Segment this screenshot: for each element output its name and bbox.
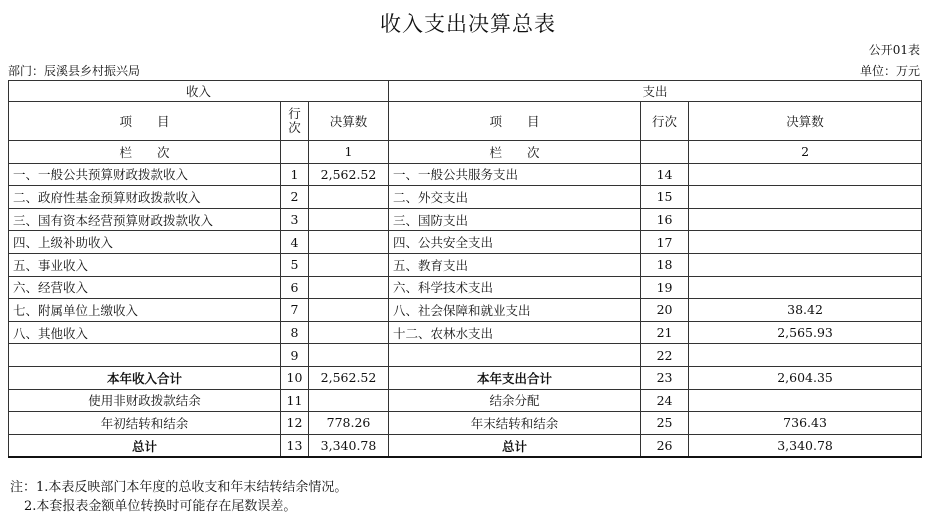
income-item-header: 项 目 <box>9 102 281 141</box>
income-line-cell: 5 <box>281 253 309 276</box>
income-amount-cell: 2,562.52 <box>309 366 389 389</box>
table-row <box>9 276 922 299</box>
income-item-cell: 年初结转和结余 <box>9 412 281 435</box>
table-row <box>9 344 922 367</box>
income-item-cell: 三、国有资本经营预算财政拨款收入 <box>9 208 281 231</box>
expense-line-cell: 22 <box>641 344 689 367</box>
expense-amount-cell <box>689 344 922 367</box>
expense-line-cell: 17 <box>641 231 689 254</box>
income-line-cell: 10 <box>281 366 309 389</box>
table-row <box>9 163 922 186</box>
income-line-cell: 4 <box>281 231 309 254</box>
income-line-header: 行次 <box>281 102 309 141</box>
income-lane-number: 1 <box>309 141 389 164</box>
income-item-cell: 二、政府性基金预算财政拨款收入 <box>9 186 281 209</box>
expense-item-header: 项 目 <box>389 102 641 141</box>
expense-item-cell: 三、国防支出 <box>389 208 641 231</box>
income-section-header: 收入 <box>9 81 389 102</box>
expense-item-cell: 五、教育支出 <box>389 253 641 276</box>
income-amount-cell <box>309 276 389 299</box>
expense-amount-header: 决算数 <box>689 102 922 141</box>
income-item-cell: 五、事业收入 <box>9 253 281 276</box>
income-item-cell: 四、上级补助收入 <box>9 231 281 254</box>
income-amount-header: 决算数 <box>309 102 389 141</box>
expense-amount-cell <box>689 186 922 209</box>
expense-item-cell: 六、科学技术支出 <box>389 276 641 299</box>
expense-amount-cell <box>689 163 922 186</box>
income-line-cell: 6 <box>281 276 309 299</box>
income-item-cell: 本年收入合计 <box>9 366 281 389</box>
income-lane-label: 栏 次 <box>9 141 281 164</box>
income-line-cell: 2 <box>281 186 309 209</box>
expense-item-cell: 四、公共安全支出 <box>389 231 641 254</box>
table-row <box>9 412 922 435</box>
form-code: 公开01表 <box>868 43 920 57</box>
income-line-cell: 1 <box>281 163 309 186</box>
table-row <box>9 231 922 254</box>
income-line-cell: 7 <box>281 299 309 322</box>
expense-lane-line <box>641 141 689 164</box>
income-amount-cell: 3,340.78 <box>309 434 389 457</box>
income-line-cell: 12 <box>281 412 309 435</box>
expense-lane-label: 栏 次 <box>389 141 641 164</box>
income-line-cell: 8 <box>281 321 309 344</box>
expense-line-cell: 25 <box>641 412 689 435</box>
income-amount-cell: 778.26 <box>309 412 389 435</box>
expense-item-cell: 年末结转和结余 <box>389 412 641 435</box>
expense-amount-cell: 2,604.35 <box>689 366 922 389</box>
expense-item-cell <box>389 344 641 367</box>
expense-item-cell: 结余分配 <box>389 389 641 412</box>
table-row <box>9 389 922 412</box>
note-2: 2.本套报表金额单位转换时可能存在尾数误差。 <box>24 499 297 514</box>
income-line-cell: 11 <box>281 389 309 412</box>
department-label: 部门：辰溪县乡村振兴局 <box>8 64 141 78</box>
expense-line-cell: 16 <box>641 208 689 231</box>
expense-line-cell: 24 <box>641 389 689 412</box>
income-amount-cell <box>309 253 389 276</box>
expense-line-cell: 20 <box>641 299 689 322</box>
table-row <box>9 366 922 389</box>
expense-amount-cell <box>689 231 922 254</box>
page-title: 收入支出决算总表 <box>380 12 556 36</box>
income-item-cell: 六、经营收入 <box>9 276 281 299</box>
expense-item-cell: 本年支出合计 <box>389 366 641 389</box>
expense-line-cell: 23 <box>641 366 689 389</box>
notes <box>10 478 347 516</box>
expense-line-cell: 19 <box>641 276 689 299</box>
income-amount-cell <box>309 231 389 254</box>
income-line-cell: 9 <box>281 344 309 367</box>
expense-line-cell: 21 <box>641 321 689 344</box>
income-amount-cell <box>309 299 389 322</box>
income-item-cell: 总计 <box>9 434 281 457</box>
expense-item-cell: 二、外交支出 <box>389 186 641 209</box>
expense-amount-cell: 2,565.93 <box>689 321 922 344</box>
expense-lane-number: 2 <box>689 141 922 164</box>
table-row <box>9 186 922 209</box>
income-item-cell: 一、一般公共预算财政拨款收入 <box>9 163 281 186</box>
income-amount-cell <box>309 208 389 231</box>
income-item-cell: 七、附属单位上缴收入 <box>9 299 281 322</box>
expense-amount-cell: 38.42 <box>689 299 922 322</box>
expense-amount-cell <box>689 276 922 299</box>
income-amount-cell <box>309 389 389 412</box>
income-item-cell <box>9 344 281 367</box>
income-amount-cell <box>309 344 389 367</box>
table-row <box>9 208 922 231</box>
expense-line-cell: 14 <box>641 163 689 186</box>
note-1: 注：1.本表反映部门本年度的总收支和年末结转结余情况。 <box>10 480 348 495</box>
expense-item-cell: 十二、农林水支出 <box>389 321 641 344</box>
expense-line-cell: 26 <box>641 434 689 457</box>
table-body <box>9 163 922 457</box>
expense-amount-cell <box>689 253 922 276</box>
expense-item-cell: 一、一般公共服务支出 <box>389 163 641 186</box>
expense-line-cell: 18 <box>641 253 689 276</box>
income-item-cell: 使用非财政拨款结余 <box>9 389 281 412</box>
expense-item-cell: 总计 <box>389 434 641 457</box>
expense-amount-cell: 3,340.78 <box>689 434 922 457</box>
income-line-cell: 13 <box>281 434 309 457</box>
unit-label: 单位：万元 <box>859 64 920 78</box>
income-amount-cell <box>309 321 389 344</box>
expense-amount-cell <box>689 389 922 412</box>
expense-line-header: 行次 <box>641 102 689 141</box>
expense-amount-cell: 736.43 <box>689 412 922 435</box>
income-lane-line <box>281 141 309 164</box>
income-line-cell: 3 <box>281 208 309 231</box>
income-expense-table <box>8 80 922 458</box>
expense-line-cell: 15 <box>641 186 689 209</box>
table-row <box>9 434 922 457</box>
income-amount-cell <box>309 186 389 209</box>
table-row <box>9 321 922 344</box>
table-row <box>9 253 922 276</box>
table-row <box>9 299 922 322</box>
expense-item-cell: 八、社会保障和就业支出 <box>389 299 641 322</box>
income-item-cell: 八、其他收入 <box>9 321 281 344</box>
expense-amount-cell <box>689 208 922 231</box>
expense-section-header: 支出 <box>389 81 922 102</box>
income-amount-cell: 2,562.52 <box>309 163 389 186</box>
